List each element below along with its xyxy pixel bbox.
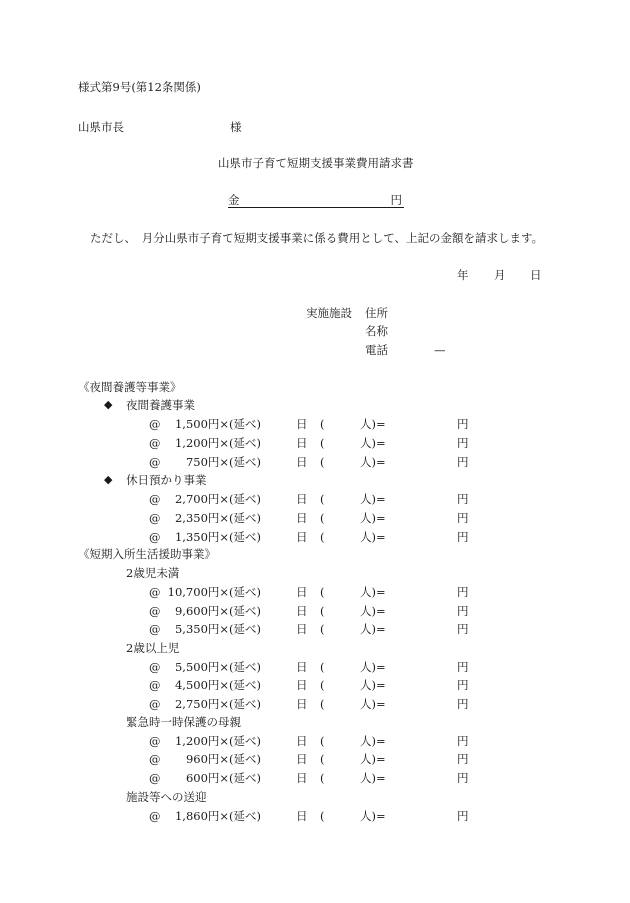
at-mark: @: [149, 809, 161, 823]
date-day: 日: [530, 268, 542, 282]
day-unit: 日: [296, 511, 308, 525]
day-unit: 日: [296, 771, 308, 785]
person-equals: 人)=: [360, 511, 386, 525]
yen-unit: 円: [457, 417, 469, 431]
rate-amount: 1,500円×(延べ): [174, 417, 261, 431]
day-unit: 日: [296, 417, 308, 431]
person-equals: 人)=: [360, 585, 386, 599]
day-unit: 日: [296, 436, 308, 450]
person-equals: 人)=: [360, 697, 386, 711]
at-mark: @: [149, 697, 161, 711]
at-mark: @: [149, 678, 161, 692]
date-year: 年: [457, 268, 469, 282]
day-unit: 日: [296, 660, 308, 674]
person-equals: 人)=: [360, 436, 386, 450]
bullet-diamond: ◆: [104, 398, 113, 411]
amount-prefix: 金: [228, 193, 240, 207]
rate-amount: 5,350円×(延べ): [174, 622, 261, 636]
rate-amount: 5,500円×(延べ): [174, 660, 261, 674]
facility-phone-label: 電話: [365, 343, 388, 357]
document-title: 山県市子育て短期支援事業費用請求書: [218, 156, 414, 170]
at-mark: @: [149, 511, 161, 525]
facility-phone-dash: —: [434, 343, 446, 357]
subsection-holiday-care: 休日預かり事業: [126, 473, 207, 487]
rate-amount: 9,600円×(延べ): [174, 604, 261, 618]
day-unit: 日: [296, 492, 308, 506]
day-unit: 日: [296, 604, 308, 618]
person-equals: 人)=: [360, 771, 386, 785]
yen-unit: 円: [457, 604, 469, 618]
group-emergency-mother: 緊急時一時保護の母親: [126, 715, 241, 729]
day-unit: 日: [296, 734, 308, 748]
person-equals: 人)=: [360, 734, 386, 748]
paren-open: (: [320, 771, 325, 785]
person-equals: 人)=: [360, 492, 386, 506]
at-mark: @: [149, 417, 161, 431]
paren-open: (: [320, 417, 325, 431]
group-transport: 施設等への送迎: [126, 790, 207, 804]
person-equals: 人)=: [360, 660, 386, 674]
person-equals: 人)=: [360, 530, 386, 544]
person-equals: 人)=: [360, 417, 386, 431]
at-mark: @: [149, 530, 161, 544]
at-mark: @: [149, 622, 161, 636]
paren-open: (: [320, 604, 325, 618]
amount-suffix: 円: [390, 193, 402, 207]
paren-open: (: [320, 678, 325, 692]
bullet-diamond: ◆: [104, 473, 113, 486]
paren-open: (: [320, 511, 325, 525]
rate-amount: 2,750円×(延べ): [174, 697, 261, 711]
rate-amount: 2,700円×(延べ): [174, 492, 261, 506]
at-mark: @: [149, 585, 161, 599]
date-month: 月: [494, 268, 506, 282]
day-unit: 日: [296, 697, 308, 711]
day-unit: 日: [296, 530, 308, 544]
yen-unit: 円: [457, 771, 469, 785]
paren-open: (: [320, 530, 325, 544]
day-unit: 日: [296, 585, 308, 599]
rate-amount: 10,700円×(延べ): [167, 585, 261, 599]
yen-unit: 円: [457, 809, 469, 823]
section-heading-night: 《夜間養護等事業》: [78, 380, 182, 394]
section-heading-short-term: 《短期入所生活援助事業》: [78, 547, 216, 561]
person-equals: 人)=: [360, 678, 386, 692]
rate-amount: 960円×(延べ): [185, 752, 261, 766]
rate-amount: 600円×(延べ): [185, 771, 261, 785]
yen-unit: 円: [457, 436, 469, 450]
person-equals: 人)=: [360, 604, 386, 618]
paren-open: (: [320, 622, 325, 636]
rate-amount: 1,200円×(延べ): [174, 734, 261, 748]
yen-unit: 円: [457, 734, 469, 748]
rate-amount: 4,500円×(延べ): [174, 678, 261, 692]
paren-open: (: [320, 752, 325, 766]
at-mark: @: [149, 604, 161, 618]
facility-label: 実施施設: [306, 306, 352, 320]
at-mark: @: [149, 436, 161, 450]
subsection-night-care: 夜間養護事業: [126, 398, 195, 412]
group-under-2: 2歳児未満: [126, 566, 180, 580]
yen-unit: 円: [457, 530, 469, 544]
amount-line: [228, 193, 404, 208]
day-unit: 日: [296, 809, 308, 823]
yen-unit: 円: [457, 697, 469, 711]
at-mark: @: [149, 492, 161, 506]
person-equals: 人)=: [360, 809, 386, 823]
addressee: 山県市長: [78, 120, 124, 134]
at-mark: @: [149, 660, 161, 674]
rate-amount: 1,860円×(延べ): [174, 809, 261, 823]
person-equals: 人)=: [360, 455, 386, 469]
day-unit: 日: [296, 455, 308, 469]
paren-open: (: [320, 492, 325, 506]
at-mark: @: [149, 734, 161, 748]
yen-unit: 円: [457, 511, 469, 525]
facility-name-label: 名称: [365, 324, 388, 338]
day-unit: 日: [296, 622, 308, 636]
paren-open: (: [320, 455, 325, 469]
yen-unit: 円: [457, 455, 469, 469]
paren-open: (: [320, 734, 325, 748]
rate-amount: 1,350円×(延べ): [174, 530, 261, 544]
yen-unit: 円: [457, 752, 469, 766]
at-mark: @: [149, 455, 161, 469]
yen-unit: 円: [457, 585, 469, 599]
form-number: 様式第9号(第12条関係): [78, 80, 201, 94]
request-statement: ただし、 月分山県市子育て短期支援事業に係る費用として、上記の金額を請求します。: [90, 231, 544, 245]
rate-amount: 1,200円×(延べ): [174, 436, 261, 450]
day-unit: 日: [296, 678, 308, 692]
addressee-honorific: 様: [230, 120, 242, 134]
facility-address-label: 住所: [365, 306, 388, 320]
yen-unit: 円: [457, 660, 469, 674]
person-equals: 人)=: [360, 752, 386, 766]
at-mark: @: [149, 752, 161, 766]
paren-open: (: [320, 436, 325, 450]
day-unit: 日: [296, 752, 308, 766]
paren-open: (: [320, 660, 325, 674]
paren-open: (: [320, 809, 325, 823]
yen-unit: 円: [457, 622, 469, 636]
yen-unit: 円: [457, 492, 469, 506]
yen-unit: 円: [457, 678, 469, 692]
group-2-and-over: 2歳以上児: [126, 641, 180, 655]
rate-amount: 750円×(延べ): [185, 455, 261, 469]
rate-amount: 2,350円×(延べ): [174, 511, 261, 525]
paren-open: (: [320, 585, 325, 599]
at-mark: @: [149, 771, 161, 785]
person-equals: 人)=: [360, 622, 386, 636]
paren-open: (: [320, 697, 325, 711]
